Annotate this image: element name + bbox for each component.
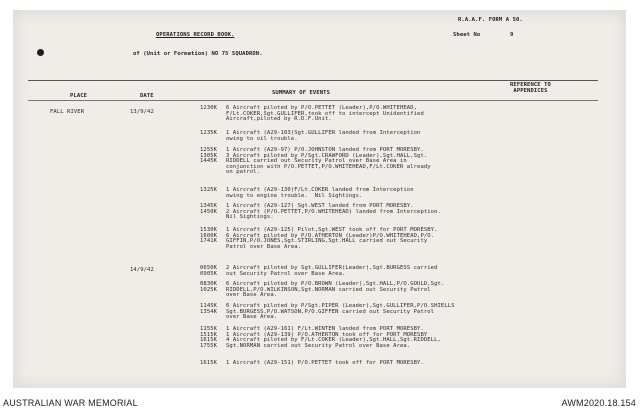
header-rule-bottom (28, 100, 598, 101)
entry-text: 2 Aircraft piloted by Sgt.GULLIFER(Leader),Sgt.BURGESS carried out Security Patrol over Base Area. (226, 265, 438, 277)
column-summary: SUMMARY OF EVENTS (272, 90, 330, 96)
page-title: OPERATIONS RECORD BOOK. (156, 32, 235, 38)
entry-time: 1345K 1450K (200, 203, 218, 215)
entry-text: 6 Aircraft piloted by P/Sgt.PIPER (Leader),Sgt.GULLIFER,P/O.SHIELLS Sgt.BURGESS,P/O.WATSON,P/O.GIFFEN carried out Security Patrol over Base Area. (226, 303, 455, 321)
column-reference: REFERENCE TO APPENDICES (510, 82, 551, 94)
entry-text: 6 Aircraft piloted by P/O.PETTET (Leader),P/O.WHITEHEAD, F/Lt.COKER,Sgt.GULLIFER,took off to intercept Unidentified Aircraft,piloted by R.D.F.Unit. (226, 105, 424, 123)
column-place: PLACE (70, 93, 88, 99)
entry-text: 1 Aircraft (A29-151) P/O.PETTET took off for PORT MORESBY. (226, 360, 424, 366)
entry-time: 0650K 0905K (200, 265, 218, 277)
entry-text: 1 Aircraft (A29-97) P/O.JOHNSTON landed from PORT MORESBY. 3 Aircraft piloted by P/Sgt.CRAWFORD (Leader),Sgt.HALL,Sgt. RIDDELL carried out Security Patrol over Base Area in conjunction with P/O.PETTET,P/O.WHITEHEAD,F/Lt.COKER already on patrol. (226, 147, 431, 176)
entry-time: 0830K 1025K (200, 281, 218, 293)
entry-text: 1 Aircraft (A29-125) Pilot,Sgt.WEST took off for PORT MORESBY. 6 Aircraft piloted by P/O.ATHERTON (Leader)P/O.WHITEHEAD,P/O. GIFFIN,P/O.JONES,Sgt.STIRLING,Sgt.HALL carried out Security Patrol over Base Area. (226, 227, 438, 250)
entry-text: 1 Aircraft (A29-127) Sgt.WEST landed from PORT MORESBY. 2 Aircraft (P/O.PETTET,P/O.WHITEHEAD) landed from Interception. Nil Sightings. (226, 203, 441, 221)
entry-time: 1255K 1305K 1445K (200, 147, 218, 165)
entry-text: 6 Aircraft piloted by P/O.BROWN (Leader),Sgt.HALL,P/O.GOULD,Sgt. RIDDELL,P/O.WILKINSON,Sgt.NORMAN carried out Security Patrol over Base Area. (226, 281, 445, 299)
entry-time: 1530K 1600K 1741K (200, 227, 218, 245)
entry-time: 1145K 1354K (200, 303, 218, 315)
entry-date: 13/9/42 (130, 109, 154, 115)
entry-time: 1615K (200, 360, 218, 366)
entry-text: 1 Aircraft (A29-103)Sgt.GULLIFER landed from Interception owing to oil trouble. (226, 130, 421, 142)
entry-place: FALL RIVER (50, 109, 85, 115)
entry-time: 1235K (200, 130, 218, 136)
punch-hole-icon (37, 49, 44, 56)
catalogue-id: AWM2020.18.154 (561, 398, 636, 408)
entry-time: 1155K 1515K 1615K 1755K (200, 326, 218, 349)
entry-text: 1 Aircraft (A29-130)F/Lt.COKER landed from Interception owing to engine trouble. Nil Sightings. (226, 187, 414, 199)
entry-date: 14/9/42 (130, 267, 154, 273)
form-reference: R.A.A.F. FORM A 50. (458, 17, 523, 23)
source-label: AUSTRALIAN WAR MEMORIAL (3, 398, 138, 408)
header-rule-top (28, 80, 598, 81)
sheet-label: Sheet No (453, 32, 481, 38)
sheet-number: 9 (510, 32, 514, 38)
caption-bar (0, 394, 640, 410)
unit-line: of (Unit or Formation) NO 75 SQUADRON. (133, 51, 263, 57)
entry-time: 1325K (200, 187, 218, 193)
entry-time: 1230K (200, 105, 218, 111)
entry-text: 1 Aircraft (A29-161) F/Lt.WINTEN landed from PORT MORESBY. 1 Aircraft (A29-139) P/O.ATHERTON took off for PORT MORESBY 4 Aircraft piloted by F/Lt.COKER (Leader),Sgt.HALL,Sgt.RIDDELL, Sgt.NORMAN carried out Security Patrol over Base Area. (226, 326, 441, 349)
column-date: DATE (140, 93, 154, 99)
